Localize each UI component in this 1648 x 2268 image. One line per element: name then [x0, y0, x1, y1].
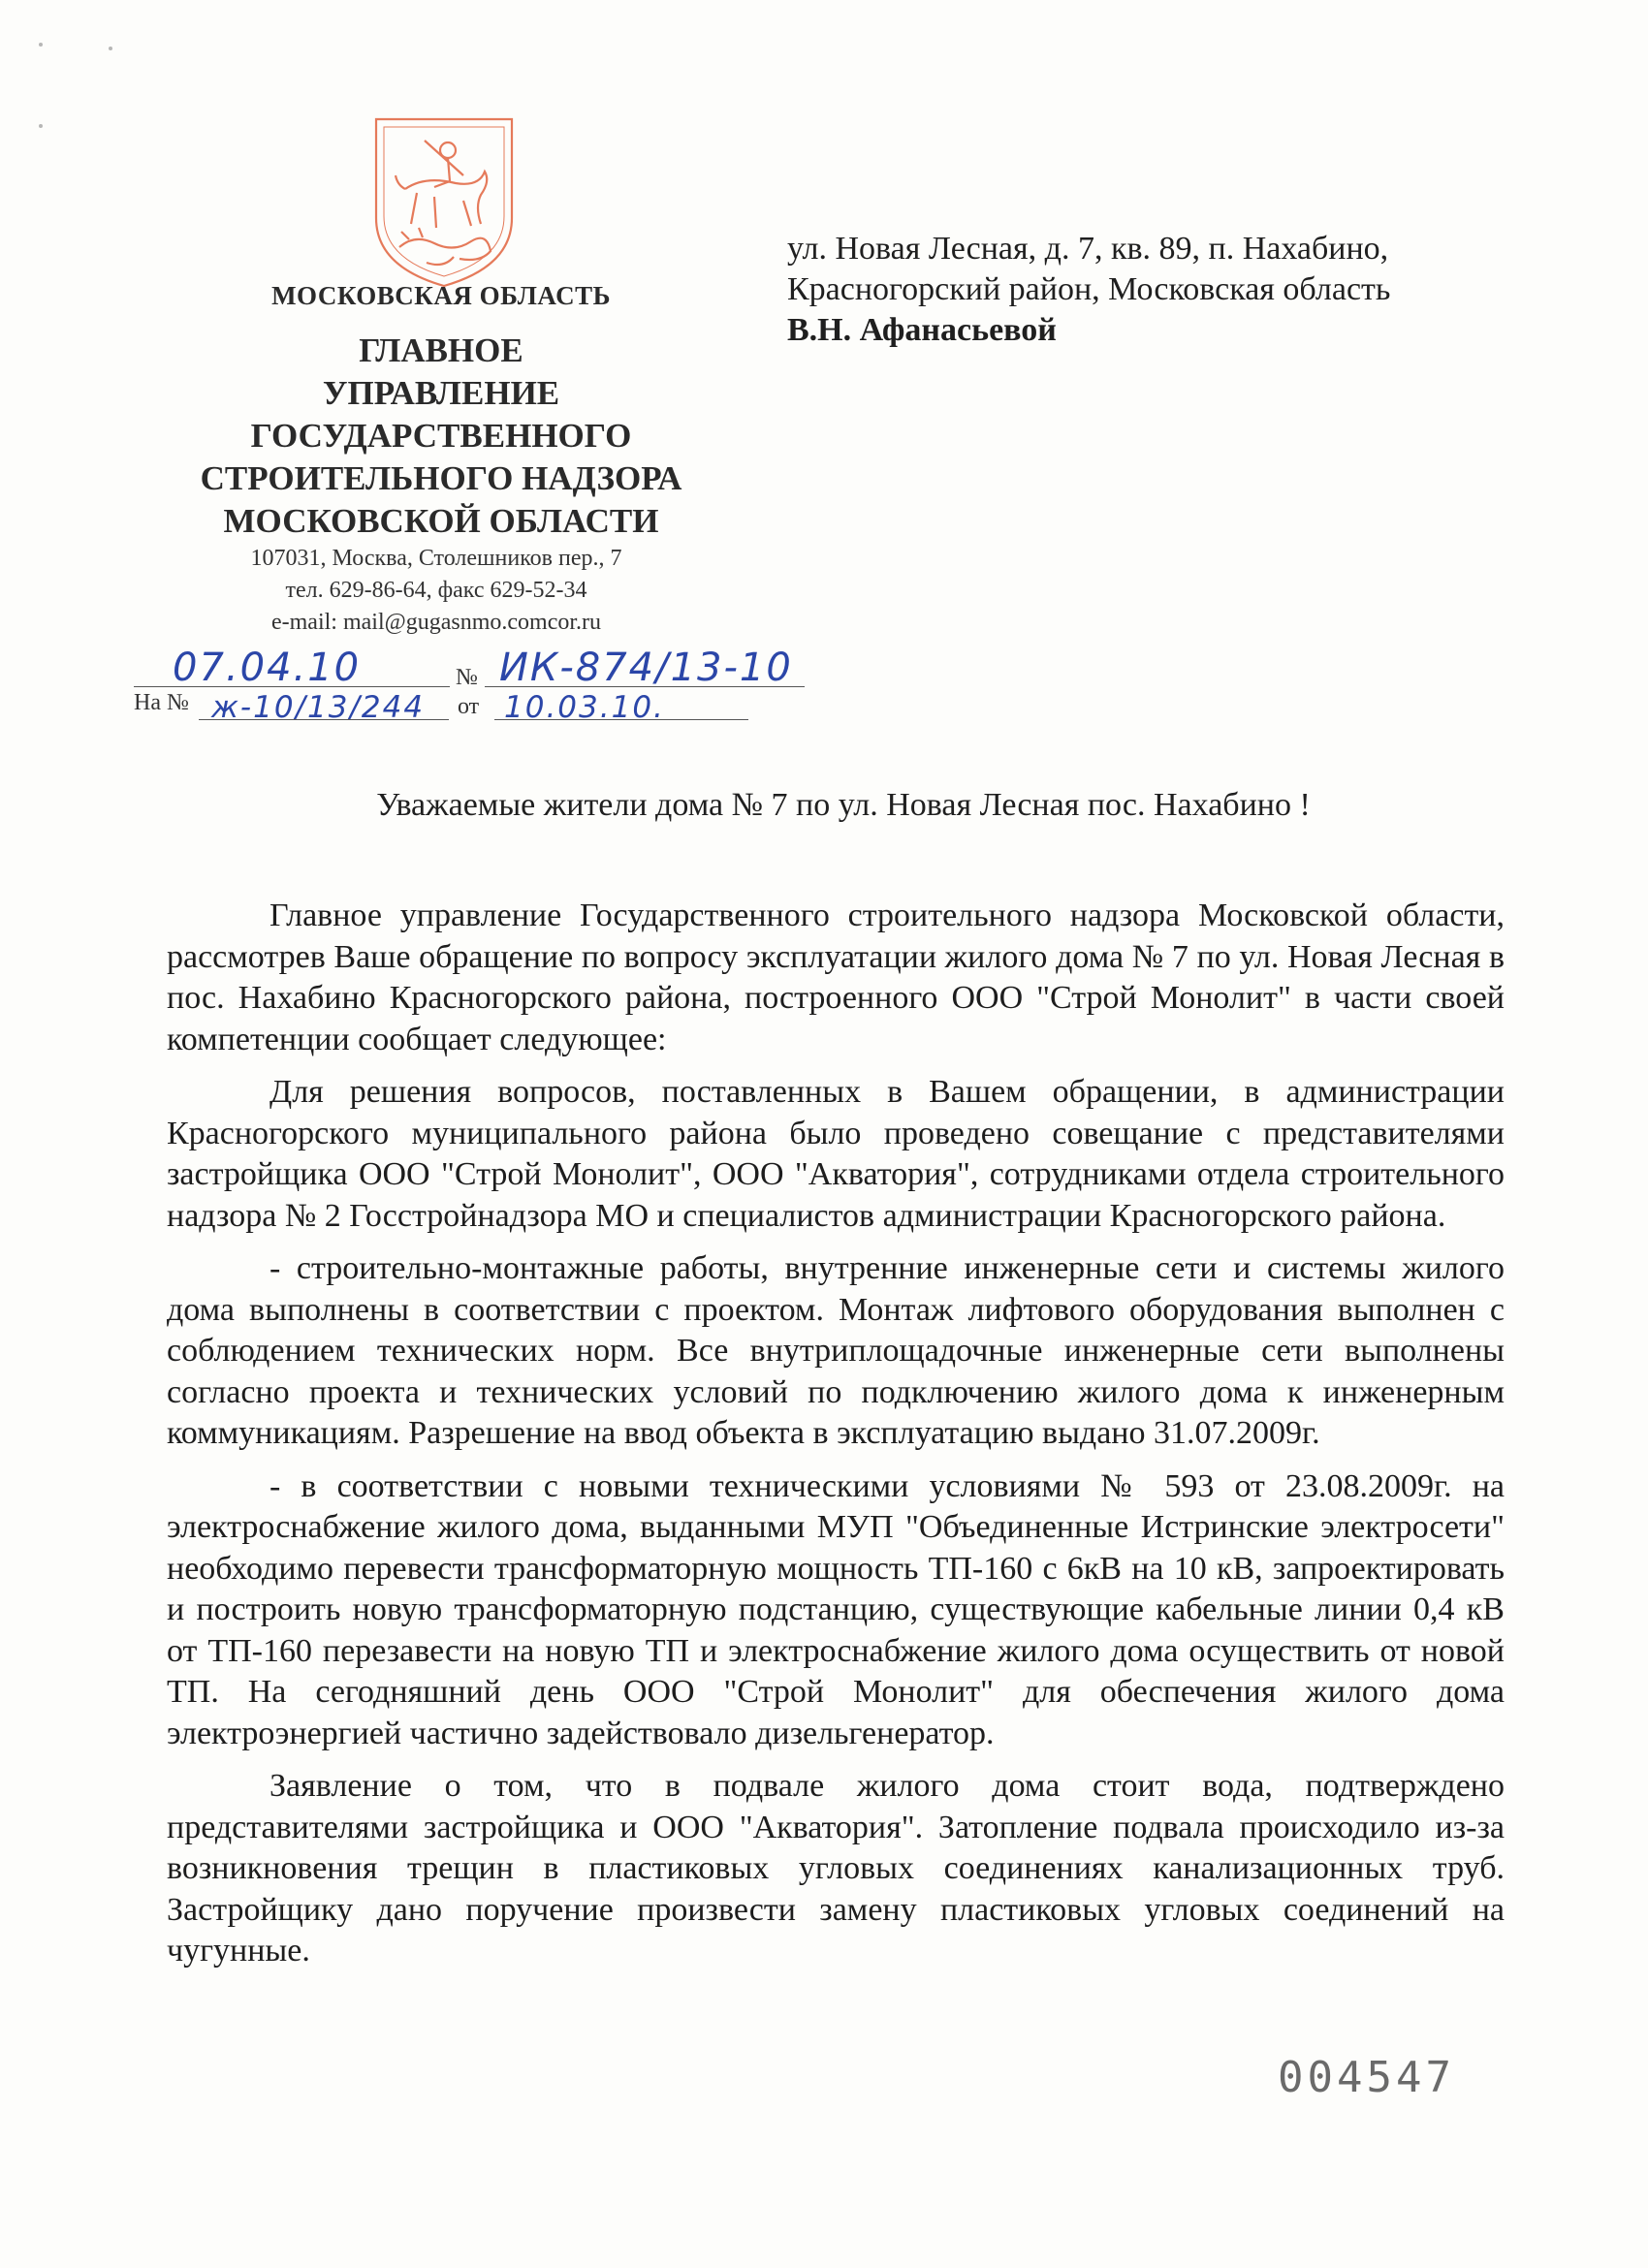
body-paragraph: Заявление о том, что в подвале жилого дома стоит вода, подтверждено представителями застройщика и ООО "Акватория". Затопление подвала происходило из-за возникновения трещин в пластиковых угловых соединениях канализационных труб. Застройщику дано поручение произвести замену пластиковых угловых соединений на чугунные.	[167, 1768, 1505, 1969]
outgoing-number: ИК-874/13-10	[499, 646, 793, 690]
org-line: ГОСУДАРСТВЕННОГО	[250, 417, 632, 455]
body-paragraph: - строительно-монтажные работы, внутренние инженерные сети и системы жилого дома выполнены в соответствии с проектом. Монтаж лифтового оборудования выполнен с соблюдением технических норм. Все внутриплощадочные инженерные сети выполнены согласно проекта и технических условий по подключению жилого дома к инженерным коммуникациям. Разрешение на ввод объекта в эксплуатацию выдано 31.07.2009г.	[167, 1250, 1505, 1451]
rule-line	[199, 719, 449, 720]
salutation: Уважаемые жители дома № 7 по ул. Новая Лесная пос. Нахабино !	[376, 787, 1311, 823]
addressee-name: В.Н. Афанасьевой	[787, 312, 1057, 348]
in-reply-label: На №	[134, 690, 189, 715]
in-reply-number: ж-10/13/244	[211, 690, 426, 725]
addressee-block	[787, 229, 1390, 351]
body-paragraph: Для решения вопросов, поставленных в Вашем обращении, в администрации Красногорского муниципального района было проведено совещание с представителями застройщика ООО "Строй Монолит", ООО "Акватория", сотрудниками отдела строительного надзора № 2 Госстройнадзора МО и специалистов администрации Красногорского района.	[167, 1074, 1505, 1234]
in-reply-date: 10.03.10.	[504, 690, 665, 725]
outgoing-date: 07.04.10	[173, 646, 362, 690]
letterhead-contacts	[184, 543, 688, 639]
scan-speck	[109, 47, 112, 50]
letter-body	[167, 896, 1505, 1984]
letterhead-organization	[155, 330, 727, 543]
org-line: ГЛАВНОЕ	[359, 331, 523, 369]
rule-line	[134, 686, 450, 687]
rule-line	[485, 686, 805, 687]
addressee-line: ул. Новая Лесная, д. 7, кв. 89, п. Нахабино,	[787, 231, 1389, 267]
from-label: от	[458, 694, 480, 719]
org-line: МОСКОВСКОЙ ОБЛАСТИ	[223, 502, 659, 540]
rule-line	[494, 719, 748, 720]
org-line: УПРАВЛЕНИЕ	[322, 374, 560, 412]
scan-speck	[39, 124, 43, 128]
body-paragraph: Главное управление Государственного строительного надзора Московской области, рассмотрев Ваше обращение по вопросу эксплуатации жилого дома № 7 по ул. Новая Лесная в пос. Нахабино Красногорского района, построенного ООО "Строй Монолит" в части своей компетенции сообщает следующее:	[167, 898, 1505, 1057]
number-label: №	[456, 665, 478, 690]
body-paragraph: - в соответствии с новыми техническими условиями № 593 от 23.08.2009г. на электроснабжение жилого дома, выданными МУП "Объединенные Истринские электросети" необходимо перевести трансформаторную мощность ТП-160 с 6кВ на 10 кВ, запроектировать и построить новую трансформаторную подстанцию, существующие кабельные линии 0,4 кВ от ТП-160 перезавести на новую ТП и электроснабжение жилого дома осуществить от новой ТП. На сегодняшний день ООО "Строй Монолит" для обеспечения жилого дома электроэнергией частично задействовало дизельгенератор.	[167, 1467, 1505, 1751]
scan-speck	[39, 43, 43, 47]
org-line: СТРОИТЕЛЬНОГО НАДЗОРА	[200, 459, 682, 497]
addressee-line: Красногорский район, Московская область	[787, 271, 1391, 307]
serial-number-stamp: 004547	[1278, 2053, 1455, 2102]
org-email: e-mail: mail@gugasnmo.comcor.ru	[270, 610, 602, 635]
moscow-oblast-coat-of-arms-icon	[366, 111, 522, 291]
org-phone: тел. 629-86-64, факс 629-52-34	[285, 578, 587, 603]
letterhead-region: МОСКОВСКАЯ ОБЛАСТЬ	[271, 281, 611, 310]
org-address: 107031, Москва, Столешников пер., 7	[250, 546, 622, 571]
